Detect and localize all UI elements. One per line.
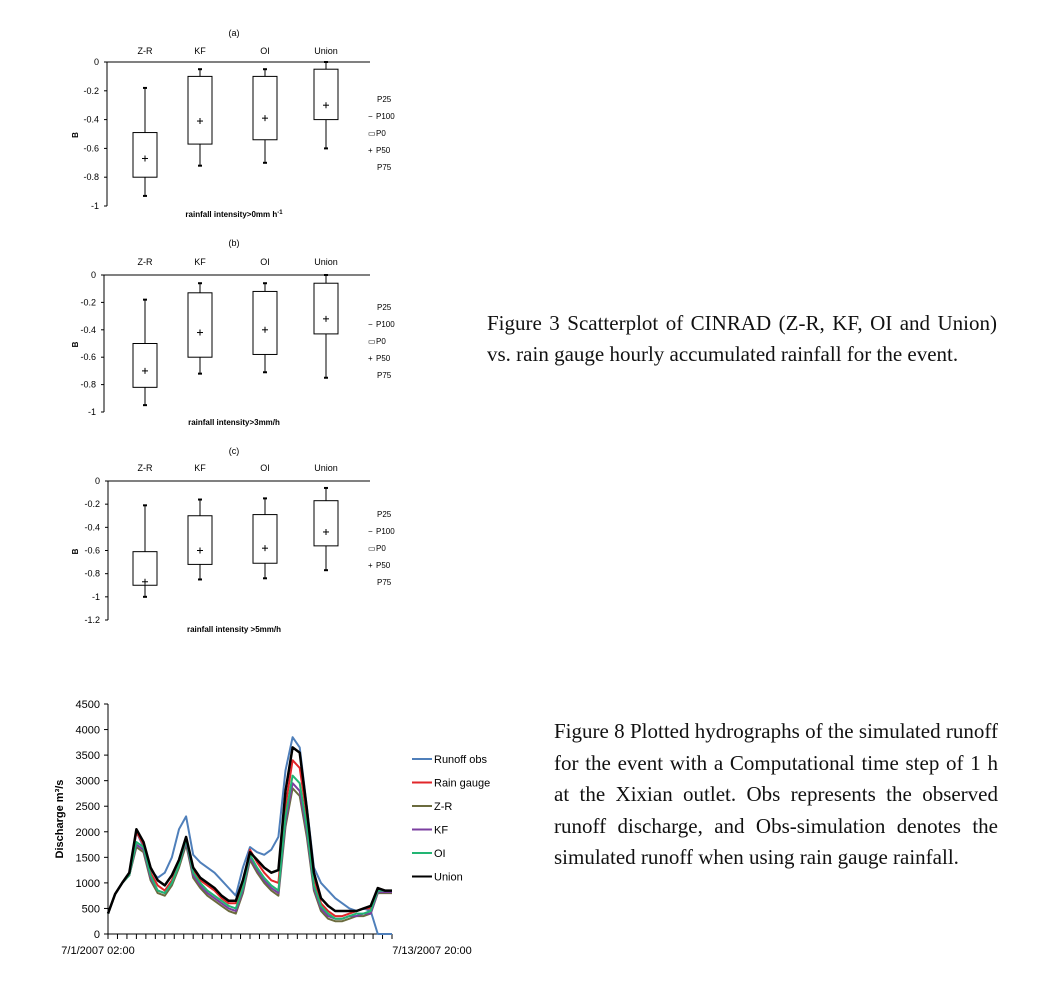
box-iqr: [188, 76, 212, 144]
y-axis-label: B: [71, 132, 80, 138]
y-tick-label: -1: [90, 201, 99, 211]
box-iqr: [188, 293, 212, 357]
legend-symbol: −: [368, 320, 373, 329]
panel-label: (c): [228, 446, 240, 456]
legend-label: P0: [376, 544, 386, 553]
y-tick-label: 0: [90, 270, 96, 280]
boxplot-c: [50, 444, 450, 644]
legend-label: P100: [376, 112, 395, 121]
y-tick-label: -1.2: [84, 615, 100, 625]
legend-label: P25: [377, 510, 392, 519]
hydrograph-chart: [30, 690, 510, 970]
legend-symbol: ▭: [368, 337, 376, 346]
category-label: Union: [314, 46, 338, 56]
legend-label: P0: [376, 129, 386, 138]
legend-label: P100: [376, 527, 395, 536]
legend-label: P100: [376, 320, 395, 329]
y-tick-label: 2000: [75, 826, 100, 839]
legend-label: Rain gauge: [434, 777, 491, 790]
legend-symbol: ▭: [368, 544, 376, 553]
boxplot-a: [50, 24, 450, 234]
box-iqr: [133, 133, 157, 178]
box-iqr: [253, 76, 277, 139]
box-iqr: [253, 291, 277, 354]
y-tick-label: 0: [93, 929, 100, 941]
x-axis-label: rainfall intensity >5mm/h: [186, 625, 282, 634]
legend-label: Z-R: [434, 801, 453, 813]
y-tick-label: 0: [93, 57, 99, 67]
category-label: Z-R: [137, 463, 153, 473]
legend-label: P50: [376, 146, 391, 155]
series-line-runoff-obs: [108, 737, 392, 934]
category-label: KF: [194, 463, 206, 473]
series-line-union: [108, 747, 392, 913]
legend-label: P50: [376, 354, 391, 363]
box-iqr: [253, 515, 277, 564]
panel-label: (b): [228, 238, 240, 248]
legend-symbol: −: [368, 112, 373, 121]
legend-symbol: +: [368, 561, 373, 570]
legend-symbol: ▭: [368, 129, 376, 138]
y-tick-label: -0.4: [83, 114, 99, 125]
box-iqr: [314, 501, 338, 546]
legend-label: P75: [377, 163, 392, 172]
legend-label: Runoff obs: [434, 754, 488, 766]
x-tick-label-end: 7/13/2007 20:00: [392, 945, 472, 957]
legend-label: P50: [376, 561, 391, 570]
legend-label: P25: [377, 95, 392, 104]
figure8-caption: Figure 8 Plotted hydrographs of the simulated runoff for the event with a Computational time step of 1 h at the Xixian outlet. Obs represents the observed runoff discharge, and Obs-simulation denotes the simulated runoff when using rain gauge rainfall.: [554, 719, 998, 869]
boxplot-b: [50, 236, 450, 432]
y-tick-label: 4000: [75, 724, 100, 737]
panel-label: (a): [228, 28, 240, 38]
y-tick-label: 4500: [75, 699, 100, 711]
category-label: OI: [260, 257, 270, 267]
y-tick-label: -0.2: [84, 499, 100, 510]
y-tick-label: -0.4: [80, 324, 96, 335]
y-tick-label: 3500: [75, 750, 100, 763]
category-label: KF: [194, 257, 206, 267]
x-axis-label: rainfall intensity>3mm/h: [188, 418, 280, 427]
y-tick-label: -0.8: [83, 172, 99, 183]
y-tick-label: 2500: [75, 801, 100, 814]
legend-symbol: −: [368, 527, 373, 536]
figure3-caption: Figure 3 Scatterplot of CINRAD (Z-R, KF, OI and Union) vs. rain gauge hourly accumulated rainfall for the event.: [487, 311, 997, 366]
y-tick-label: -0.2: [80, 297, 96, 308]
legend-label: P25: [377, 303, 392, 312]
y-tick-label: -0.4: [84, 522, 100, 533]
x-tick-label-start: 7/1/2007 02:00: [61, 945, 135, 957]
category-label: KF: [194, 46, 206, 56]
y-tick-label: -0.6: [84, 545, 100, 556]
series-line-rain-gauge: [108, 760, 392, 916]
category-label: Z-R: [137, 257, 153, 267]
y-tick-label: -0.6: [83, 143, 99, 154]
y-tick-label: -0.8: [80, 379, 96, 390]
y-tick-label: -0.8: [84, 568, 100, 579]
y-axis-label: B: [71, 548, 80, 555]
legend-label: P0: [376, 337, 386, 346]
y-tick-label: 3000: [75, 775, 100, 788]
y-tick-label: -1: [87, 407, 96, 417]
legend-label: Union: [434, 871, 463, 884]
legend-label: P75: [377, 371, 392, 380]
box-iqr: [188, 516, 212, 565]
category-label: OI: [260, 463, 270, 473]
y-tick-label: 1500: [75, 852, 100, 865]
legend-label: OI: [434, 848, 446, 860]
category-label: Union: [314, 463, 338, 473]
y-tick-label: -1: [91, 591, 100, 602]
category-label: Union: [314, 257, 338, 267]
y-axis-label: Discharge m³/s: [54, 779, 66, 859]
box-iqr: [133, 344, 157, 388]
legend-label: P75: [377, 578, 392, 587]
legend-symbol: +: [368, 354, 373, 363]
y-tick-label: 0: [94, 476, 100, 486]
y-tick-label: -0.6: [80, 352, 96, 363]
legend-label: KF: [434, 824, 449, 837]
y-tick-label: 500: [81, 903, 100, 916]
x-axis-label: rainfall intensity>0mm $h^{-1}$: [185, 210, 283, 219]
y-axis-label: B: [71, 341, 80, 348]
category-label: OI: [260, 46, 270, 56]
legend-symbol: +: [368, 146, 373, 155]
box-iqr: [314, 69, 338, 119]
box-iqr: [314, 283, 338, 334]
y-tick-label: -0.2: [83, 85, 99, 96]
category-label: Z-R: [137, 46, 153, 56]
y-tick-label: 1000: [75, 877, 100, 890]
